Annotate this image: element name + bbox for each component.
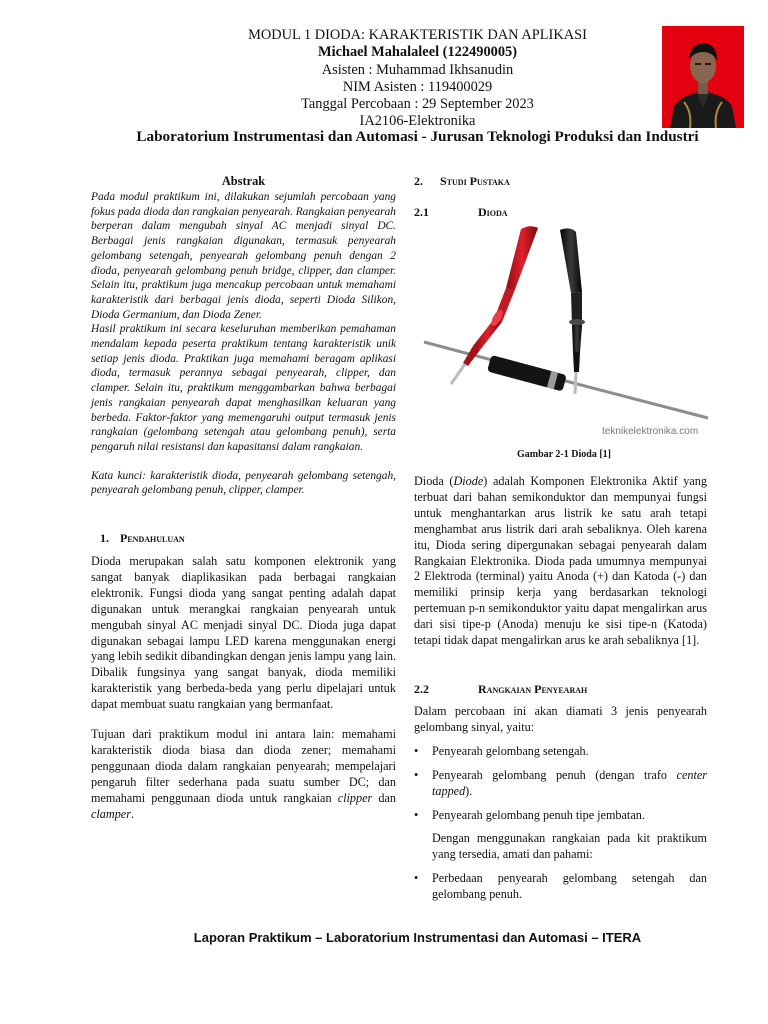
course-code: IA2106-Elektronika: [359, 113, 476, 129]
subsection-2-1-heading: [414, 205, 714, 221]
figure-caption: Gambar 2-1 Dioda [1]: [517, 449, 611, 460]
laboratory-name: Laboratorium Instrumentasi dan Automasi - Jurusan Teknologi Produksi dan Industri: [136, 128, 699, 145]
subsection-2-2-heading: [414, 682, 714, 698]
subsection-2-2-number: 2.2: [414, 682, 429, 696]
list-item: • Penyearah gelombang penuh (dengan trafo center tapped).: [414, 768, 707, 800]
assistant-name: Asisten : Muhammad Ikhsanudin: [321, 62, 514, 78]
list-item: • Penyearah gelombang setengah.: [414, 744, 707, 760]
section-1-number: 1.: [100, 531, 109, 545]
subsection-2-2-title: Rangkaian Penyearah: [478, 682, 588, 696]
section-2-number: 2.: [414, 174, 423, 188]
rectifier-intro: Dalam percobaan ini akan diamati 3 jenis penyearah gelombang sinyal, yaitu:: [414, 704, 707, 734]
subsection-2-1-number: 2.1: [414, 205, 429, 219]
module-title: MODUL 1 DIODA: KARAKTERISTIK DAN APLIKASI: [248, 27, 587, 43]
subsection-2-1-title: Dioda: [478, 205, 508, 219]
abstract-keywords: Kata kunci: karakteristik dioda, penyearah gelombang setengah, penyearah gelombang penuh, clipper, clamper.: [91, 469, 396, 497]
assistant-nim: NIM Asisten : 119400029: [342, 79, 493, 95]
page-footer: Laporan Praktikum – Laboratorium Instrumentasi dan Automasi – ITERA: [193, 930, 642, 945]
experiment-date: Tanggal Percobaan : 29 September 2023: [301, 96, 534, 112]
abstract-paragraph-1: Pada modul praktikum ini, dilakukan sejumlah percobaan yang fokus pada dioda dan rangkaian penyearah. Rangkaian penyearah berperan dalam mengubah sinyal AC menjadi sinyal DC. Berbagai jenis rangkaian digunakan, termasuk penyearah gelombang setengah, penyearah gelombang penuh dengan 2 dioda, penyearah gelombang penuh bridge, clipper, dan clamper. Selain itu, praktikum juga mencakup percobaan untuk memahami karakteristik dari berbagai jenis dioda, seperti Dioda Silikon, Dioda Germanium, dan Dioda Zener.: [91, 191, 396, 321]
author-name: Michael Mahalaleel (122490005): [317, 44, 518, 60]
diode-figure: [418, 222, 716, 440]
section-1-heading: [100, 531, 400, 547]
figure-watermark: teknikelektronika.com: [602, 426, 699, 437]
author-photo: [662, 26, 744, 128]
intro-paragraph-2: Tujuan dari praktikum modul ini antara lain: memahami karakteristik dioda biasa dan dioda zener; memahami penggunaan dioda dalam rangkaian penyearah; mempelajari pengaruh filter sederhana pada suatu sumber DC; dan memahami penggunaan dioda untuk rangkaian clipper dan clamper.: [91, 727, 396, 821]
abstract-title: Abstrak: [221, 174, 266, 188]
section-2-title: Studi Pustaka: [440, 174, 510, 188]
diode-paragraph: Dioda (Diode) adalah Komponen Elektronika Aktif yang terbuat dari bahan semikonduktor dan mempunyai fungsi untuk menghantarkan arus listrik ke satu arah tetapi menghambat arus listrik dari arah sebaliknya. Oleh karena itu, Dioda sering dipergunakan sebagai penyearah dalam Rangkaian Elektronika. Dioda pada umumnya mempunyai 2 Elektroda (terminal) yaitu Anoda (+) dan Katoda (-) dan memiliki prinsip kerja yang berdasarkan teknologi pertemuan p-n semikonduktor yaitu dapat mengalirkan arus dari sisi tipe-p (Anoda) menuju ke sisi tipe-n (Katoda) tetapi tidak dapat mengalirkan arus ke arah sebaliknya [1].: [414, 474, 707, 648]
abstract-paragraph-2: Hasil praktikum ini secara keseluruhan memberikan pemahaman mendalam kepada peserta praktikum tentang karakteristik unik setiap jenis dioda. Praktikan juga memahami beragam aplikasi dioda, termasuk perannya sebagai penyearah, clipper, dan clamper. Selain itu, praktikum menggambarkan bahwa berbagai jenis rangkaian penyearah dapat menghasilkan keluaran yang berbeda. Faktor-faktor yang memengaruhi output termasuk jenis rangkaian (gelombang setengah atau gelombang penuh), serta pengaruh nilai resistansi dan kapasitansi dalam rangkaian.: [91, 323, 396, 453]
observe-paragraph: Dengan menggunakan rangkaian pada kit praktikum yang tersedia, amati dan pahami:: [432, 831, 707, 862]
list-item: • Penyearah gelombang penuh tipe jembatan.: [414, 808, 707, 824]
list-item: • Perbedaan penyearah gelombang setengah dan gelombang penuh.: [414, 871, 707, 903]
section-1-title: Pendahuluan: [120, 531, 185, 545]
intro-paragraph-1: Dioda merupakan salah satu komponen elektronik yang sangat banyak diaplikasikan pada berbagai rangkaian elektronik. Fungsi dioda yang sangat penting adalah dapat digunakan untuk merangkai rangkaian penyearah untuk mengubah sinyal AC menjadi sinyal DC. Dioda juga dapat digunakan sebagai lampu LED karena menggunakan energi yang lebih sedikit dibandingkan dengan jenis lampu yang lain. Dibalik fungsinya yang sangat banyak, dioda memiliki karakteristik yang berbeda-beda yang perlu dipelajari untuk dapat membuat suatu rangkaian yang bermanfaat.: [91, 554, 396, 712]
section-2-heading: [414, 174, 714, 190]
